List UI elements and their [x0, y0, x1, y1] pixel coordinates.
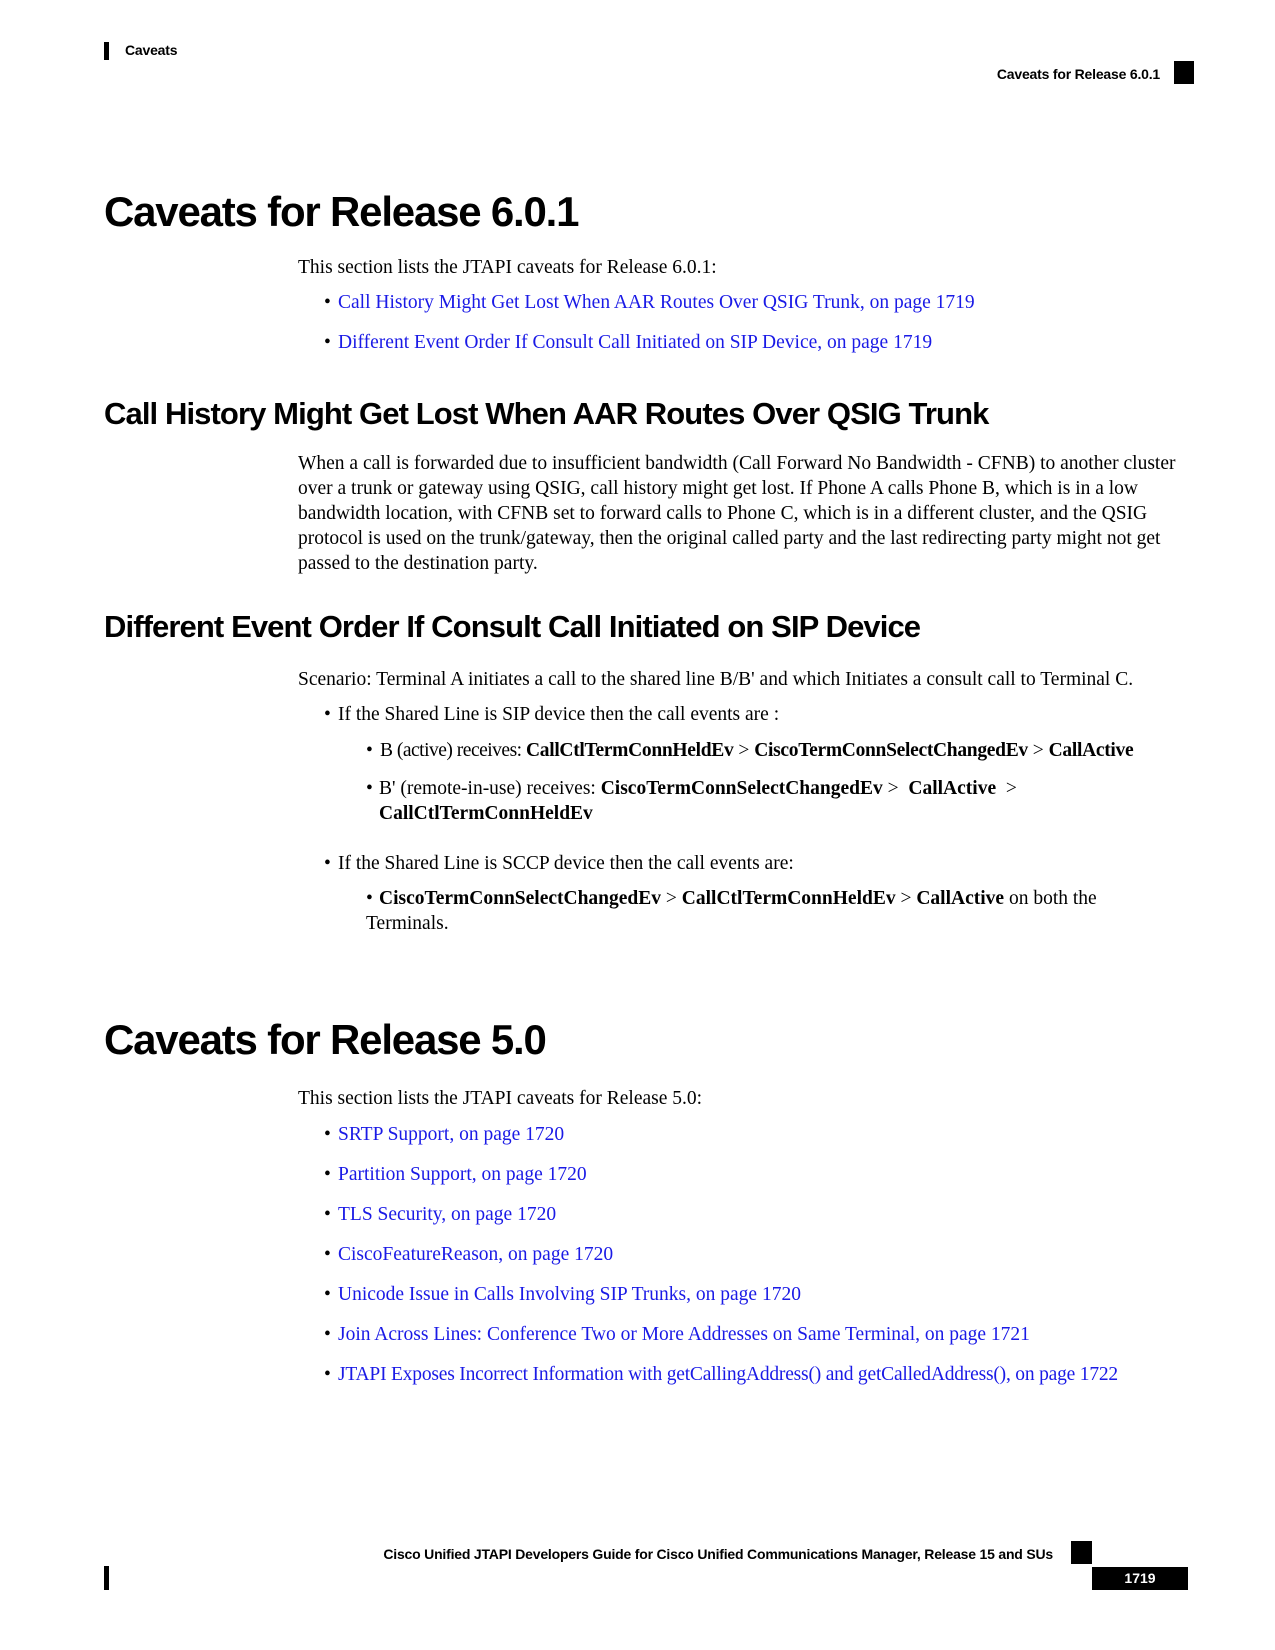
- list-item: [324, 851, 794, 876]
- bullet-icon: •: [366, 778, 373, 799]
- list-item[interactable]: [324, 330, 932, 355]
- section-title-601: Caveats for Release 6.0.1: [104, 188, 579, 235]
- section-intro-50: This section lists the JTAPI caveats for Release 5.0:: [298, 1088, 703, 1109]
- list-item: [366, 776, 1196, 826]
- list-item[interactable]: [324, 290, 975, 315]
- bullet-icon: •: [324, 1164, 331, 1185]
- bullet-icon: •: [324, 292, 331, 313]
- event-name: CallActive: [908, 778, 997, 799]
- toc-link[interactable]: CiscoFeatureReason, on page 1720: [338, 1244, 614, 1265]
- list-item: [324, 702, 779, 727]
- event-suffix: on both the Terminals.: [366, 888, 1097, 934]
- list-item: [366, 886, 1166, 936]
- toc-link[interactable]: Join Across Lines: Conference Two or More Addresses on Same Terminal, on page 1721: [338, 1324, 1030, 1345]
- event-separator: >: [895, 888, 917, 909]
- event-name: CiscoTermConnSelectChangedEv: [600, 778, 883, 799]
- event-name: CallCtlTermConnHeldEv: [681, 888, 896, 909]
- event-name: CallCtlTermConnHeldEv: [379, 803, 593, 824]
- toc-link[interactable]: Call History Might Get Lost When AAR Routes Over QSIG Trunk, on page 1719: [338, 292, 975, 313]
- event-separator: >: [1027, 740, 1049, 761]
- event-separator: >: [882, 778, 909, 799]
- toc-link[interactable]: Partition Support, on page 1720: [338, 1164, 587, 1185]
- footer-marker: [1071, 1541, 1092, 1564]
- event-name: CallActive: [916, 888, 1005, 909]
- event-name: CiscoTermConnSelectChangedEv: [379, 888, 662, 909]
- footer-left-bar: [104, 1566, 109, 1590]
- section-title-call-history: Call History Might Get Lost When AAR Routes Over QSIG Trunk: [104, 396, 989, 431]
- event-order-scenario: Scenario: Terminal A initiates a call to the shared line B/B' and which Initiates a consult call to Terminal C.: [298, 669, 1134, 690]
- toc-link[interactable]: SRTP Support, on page 1720: [338, 1124, 565, 1145]
- footer-guide-title: Cisco Unified JTAPI Developers Guide for Cisco Unified Communications Manager, Release 15 and SUs: [383, 1546, 1053, 1562]
- list-item[interactable]: [324, 1322, 1030, 1347]
- section-title-50: Caveats for Release 5.0: [104, 1016, 546, 1063]
- bullet-icon: •: [324, 853, 331, 874]
- header-chapter: Caveats: [125, 42, 178, 58]
- section-intro-601: This section lists the JTAPI caveats for Release 6.0.1:: [298, 257, 717, 278]
- sccp-bullet-text: If the Shared Line is SCCP device then the call events are:: [338, 853, 794, 874]
- bullet-icon: •: [324, 1324, 331, 1345]
- toc-link[interactable]: JTAPI Exposes Incorrect Information with getCallingAddress() and getCalledAddress(), on page 1722: [338, 1364, 1118, 1385]
- list-item[interactable]: [324, 1242, 613, 1267]
- event-separator: >: [661, 888, 682, 909]
- header-left-bar: [104, 42, 109, 60]
- bullet-icon: •: [366, 740, 373, 761]
- event-name: CallActive: [1048, 740, 1134, 761]
- bullet-icon: •: [324, 1364, 331, 1385]
- list-item[interactable]: [324, 1202, 556, 1227]
- list-item[interactable]: [324, 1162, 587, 1187]
- sip-bullet-text: If the Shared Line is SIP device then the call events are :: [338, 704, 780, 725]
- call-history-body: When a call is forwarded due to insufficient bandwidth (Call Forward No Bandwidth - CFNB) to another cluster over a trunk or gateway using QSIG, call history might get lost. If Phone A calls Phone B, which is in a low bandwidth location, with CFNB set to forward calls to Phone C, which is in a different cluster, and the QSIG protocol is used on the trunk/gateway, then the original called party and the last redirecting party might not get passed to the destination party.: [298, 453, 1176, 574]
- event-name: CiscoTermConnSelectChangedEv: [754, 740, 1028, 761]
- bullet-icon: •: [324, 1284, 331, 1305]
- bullet-icon: •: [324, 1124, 331, 1145]
- toc-link[interactable]: Different Event Order If Consult Call Initiated on SIP Device, on page 1719: [338, 332, 933, 353]
- event-prefix: B (active) receives:: [380, 740, 526, 761]
- list-item: [366, 738, 1133, 763]
- toc-link[interactable]: TLS Security, on page 1720: [338, 1204, 557, 1225]
- bullet-icon: •: [324, 332, 331, 353]
- event-separator: >: [733, 740, 755, 761]
- bullet-icon: •: [366, 888, 373, 909]
- list-item[interactable]: [324, 1362, 1118, 1387]
- header-right-marker: [1174, 61, 1194, 84]
- bullet-icon: •: [324, 704, 331, 725]
- bullet-icon: •: [324, 1244, 331, 1265]
- event-name: CallCtlTermConnHeldEv: [525, 740, 734, 761]
- toc-link[interactable]: Unicode Issue in Calls Involving SIP Trunks, on page 1720: [338, 1284, 801, 1305]
- list-item[interactable]: [324, 1122, 564, 1147]
- event-prefix: B' (remote-in-use) receives:: [379, 778, 601, 799]
- bullet-icon: •: [324, 1204, 331, 1225]
- event-separator: >: [996, 778, 1022, 799]
- header-section: Caveats for Release 6.0.1: [996, 66, 1160, 82]
- section-title-event-order: Different Event Order If Consult Call Initiated on SIP Device: [104, 609, 921, 644]
- list-item[interactable]: [324, 1282, 801, 1307]
- page-number: 1719: [1092, 1567, 1188, 1590]
